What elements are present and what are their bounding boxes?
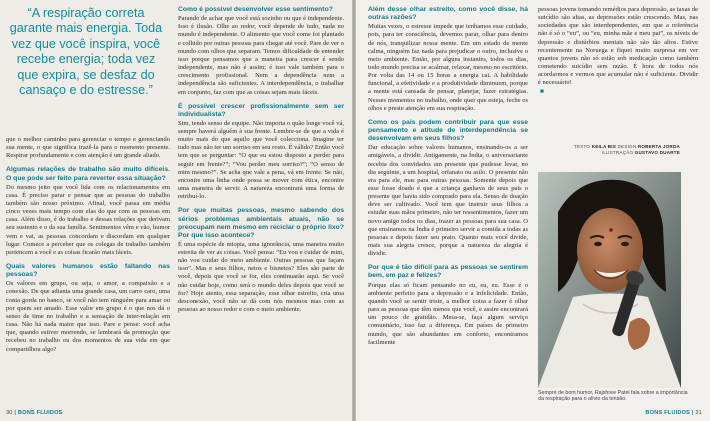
- section-question: Além desse olhar estreito, como você disse, há outras razões?: [368, 6, 528, 22]
- body-paragraph: Os valores em grupo, ou seja, o amor, a compaixão e a conexão. De que adianta uma grande casa, um carro caro, uma conta gorda no banco, se você não tem ninguém para amar ou por quem ser amado. Esse valor em grupo é o que nos dá o senso de time no trabalho e a sensação de inter-relação em casa. Não há nada maior que isso. Pare e pense: você acha que, quando estiver morrendo, se lembrará da promoção que recebeu no trabalho ou dos momentos de sua vida em que compartilhou algo?: [6, 280, 170, 353]
- left-column-1: [6, 136, 170, 354]
- body-paragraph: Parando de achar que você está sozinho ou que é independente. Isso é ilusão. Olhe ao redor, você depende de tudo, nada no mundo é independente. O alimento que você come foi plantado e colhido por outras pessoas para chegar até você. Pare de ver o mundo com olhos que separam. Temos dificuldade de entender isso porque pensamos que a maneira para crescer é sendo independente, mas não é assim; é isso vale também para o crescimento profissional. Nem a dependência nem a independência são suficientes. A interdependência, o trabalhar em conjunto, faz com que as coisas sejam mais fáceis.: [178, 15, 344, 96]
- quote-close-mark: ”: [148, 83, 153, 98]
- credit-text-label: TEXTO: [573, 144, 591, 149]
- portrait-photo: [538, 172, 681, 388]
- body-paragraph: É uma espécie de miopia, uma ignorância, uma maneira muito estreita de ver as coisas. Você pensa: “Eu vou e cuidar de mim, não vou cuidar do meio ambiente. Outras pessoas que façam isso”. Mas e seus filhos, netos e bisnetos? Eles são parte de você, depois que você se for, eles continuarão aqui. Se você não cuidar hoje, como será o mundo deles depois que você se for? Hoje atento, essa separação, esse olhar estreito, cria uma desconexão, você não se dá com nós mesmos mas com as pessoas ao nosso redor e com o meio ambiente.: [178, 240, 344, 314]
- credits: [574, 144, 680, 156]
- body-paragraph: Muitas vezes, o estresse impede que tenhamos esse cuidado, pois, para ter consciência, devemos parar, olhar para dentro de nós, tranquilizar nossa mente. Em um estado de mente calma, ninguém faz nada para prejudicar o outro, inclusive o meio ambiente. Então, por alguns instantes, todos os dias, todo mundo precisa se acalmar, relaxar, mesmo no escritório. Por volta das 14 ou 15 horas a energia cai. A habilidade funcional, a efetividade e a produtividade diminuem, porque a mente está cansada de pensar, planejar, fazer estratégias. Nesses momentos no trabalho, onde quer que esteja, feche os olhos e preste atenção em sua respiração.: [368, 23, 528, 112]
- credit-illus-label: ILUSTRAÇÃO: [601, 150, 634, 156]
- credit-design-label: DESIGN: [617, 144, 637, 149]
- section-question: Algumas relações de trabalho são muito difíceis. O que pode ser feito para reverter essa situação?: [6, 166, 170, 182]
- left-column-2: [178, 6, 344, 314]
- section-question: Como os pais podem contribuir para que esse pensamento e atitude de interdependência se desenvolvam em seus filhos?: [368, 118, 528, 143]
- folio-right: BONS FLUIDOS | 31: [645, 410, 702, 416]
- right-page: [356, 0, 710, 421]
- body-paragraph: Sim, tendo senso de equipe. Não importa o quão longe você vá, sempre haverá alguém à sua frente. Lembre-se de que a vida é muito mais do que aquilo que você colecciona. Imagine ter tudo mas não ter um sorriso em seu rosto. É válido? Então você tem que se perguntar: “O que eu estou disposto a perder para seguir em frente?”; “Vou perder meu sorriso?”; “O senso de mim mesmo?”. Se acha que vale a pena, vá em frente. Se não, encontre uma linha onde possa se mover com ética, encontre uma maneira de servir. A natureza encontrará uma forma de retribuí-lo.: [178, 119, 344, 201]
- section-question: Quais valores humanos estão faltando nas pessoas?: [6, 263, 170, 279]
- section-question: Por que é tão difícil para as pessoas se sentirem bem, em paz e felizes?: [368, 264, 528, 280]
- right-column-2: [538, 6, 698, 96]
- section-question: É possível crescer profissionalmente sem ser individualista?: [178, 102, 344, 118]
- body-paragraph: Dar educação sobre valores humanos, ensinando-os a ser amigáveis, a dividir. Antigamente, na Índia, o aniversariante recebia dos convidados um presente que pudesse levar, no dia seguinte, a um hospital, orfanato ou asilo. O presente não era para ele, mas para outras pessoas. Somente depois que esse fosse doado é que a criança ganhava de seus pais o presente que havia sido comprado para ela. Senso de doação deve ser cultivado. Você tem que instruir seus filhos a estudar suas mãos primeiro, não ter ressentimentos, fazer um novo amigo todos os dias, trazer as pessoas para sua casa. O que ensinamos na Índia é primeiro servir a comida a todas as pessoas e depois fazer seu prato. Quanto mais você divide, mais sua alegria cresce, porque a natureza da alegria é dividir.: [368, 144, 528, 258]
- photo-caption: Sempre de bom humor, Rajshree Patel fala sobre a importância da respiração para o alívio da tensão.: [538, 390, 688, 403]
- right-column-1: [368, 6, 528, 347]
- section-question: Por que muitas pessoas, mesmo sabendo dos sérios problemas ambientais atuais, não se preocupam nem mesmo em reciclar o próprio lixo? Por que isso acontece?: [178, 207, 344, 239]
- body-paragraph: pessoas jovens tomando remédios para depressão, as taxas de suicídio são altas, as depressões estão crescendo. Mas, nas sociedades que são interdependentes, em que a referência não é só o “eu”, ou “eu, minha mãe e meu pai”, os níveis de depressão e distúrbios mentais não são tão altos. Estive recentemente na Noruega e fiquei muito surpresa em ver quantos jovens não só estão sob medicação como também cometendo suicídio sem razão. É hora de todos nós acordarmos e vermos que acumular não é suficiente. Dividir é necessário!: [538, 6, 698, 87]
- credit-illus-name: GUSTAVO DUARTE: [634, 150, 680, 156]
- body-paragraph: Porque elas só ficam pensando no eu, eu, eu. Esse é o ambiente perfeito para a depressão e a infelicidade. Então, quando você se sentir triste, a melhor coisa a fazer é olhar para as pessoas que têm menos que você, e assim encontrará um pouco de gratidão. Mesa-se, faça algum serviço comunitário, isso faz a diferença. Em países de primeiro mundo, que são abundantes em conforto, encontramos facilmente: [368, 281, 528, 346]
- pull-quote-text: A respiração correta garante mais energia. Toda vez que você inspira, você recebe energia; toda vez que expira, se desfaz do cansaço e do estresse.: [9, 6, 163, 98]
- portrait-illustration: [538, 172, 681, 388]
- credit-text-name: KEILA BIS: [591, 144, 617, 149]
- folio-left-number: 30: [6, 410, 13, 416]
- credit-design-name: ROBERTA JORDA: [637, 144, 680, 149]
- folio-left-title: BONS FLUIDOS: [17, 410, 63, 416]
- folio-right-number: 31: [695, 410, 702, 416]
- body-paragraph: que o melhor caminho para gerenciar o tempo e gerenciando sua mente, o que significa trazê-la para o momento presente. Respirar profundamente e com atenção é um grande aliado.: [6, 136, 170, 160]
- pull-quote: [6, 6, 166, 98]
- folio-left: 30 | BONS FLUIDOS: [6, 410, 63, 416]
- left-page: [0, 0, 352, 421]
- body-paragraph: Do mesmo jeito que você lida com os relacionamentos em casa. É preciso parar e pensar que as pessoas do trabalho também são nosso próximo. Afinal, você passa em média cinco vezes mais tempo com elas do que com as pessoas em casa. Além disso, é do trabalho e dessas relações que derivam seu sustento e o da sua família. Sentimentos vêm e vão, humor vem e vai, as pessoas concordam e discordam em qualquer lugar. Comece a perceber que os colegas de trabalho também pertencem a você e as coisas ficarão mais fáceis.: [6, 183, 170, 256]
- end-mark: ■: [540, 87, 544, 95]
- folio-right-title: BONS FLUIDOS: [645, 410, 691, 416]
- quote-open-mark: “: [27, 6, 32, 20]
- section-question: Como é possível desenvolver esse sentimento?: [178, 6, 333, 13]
